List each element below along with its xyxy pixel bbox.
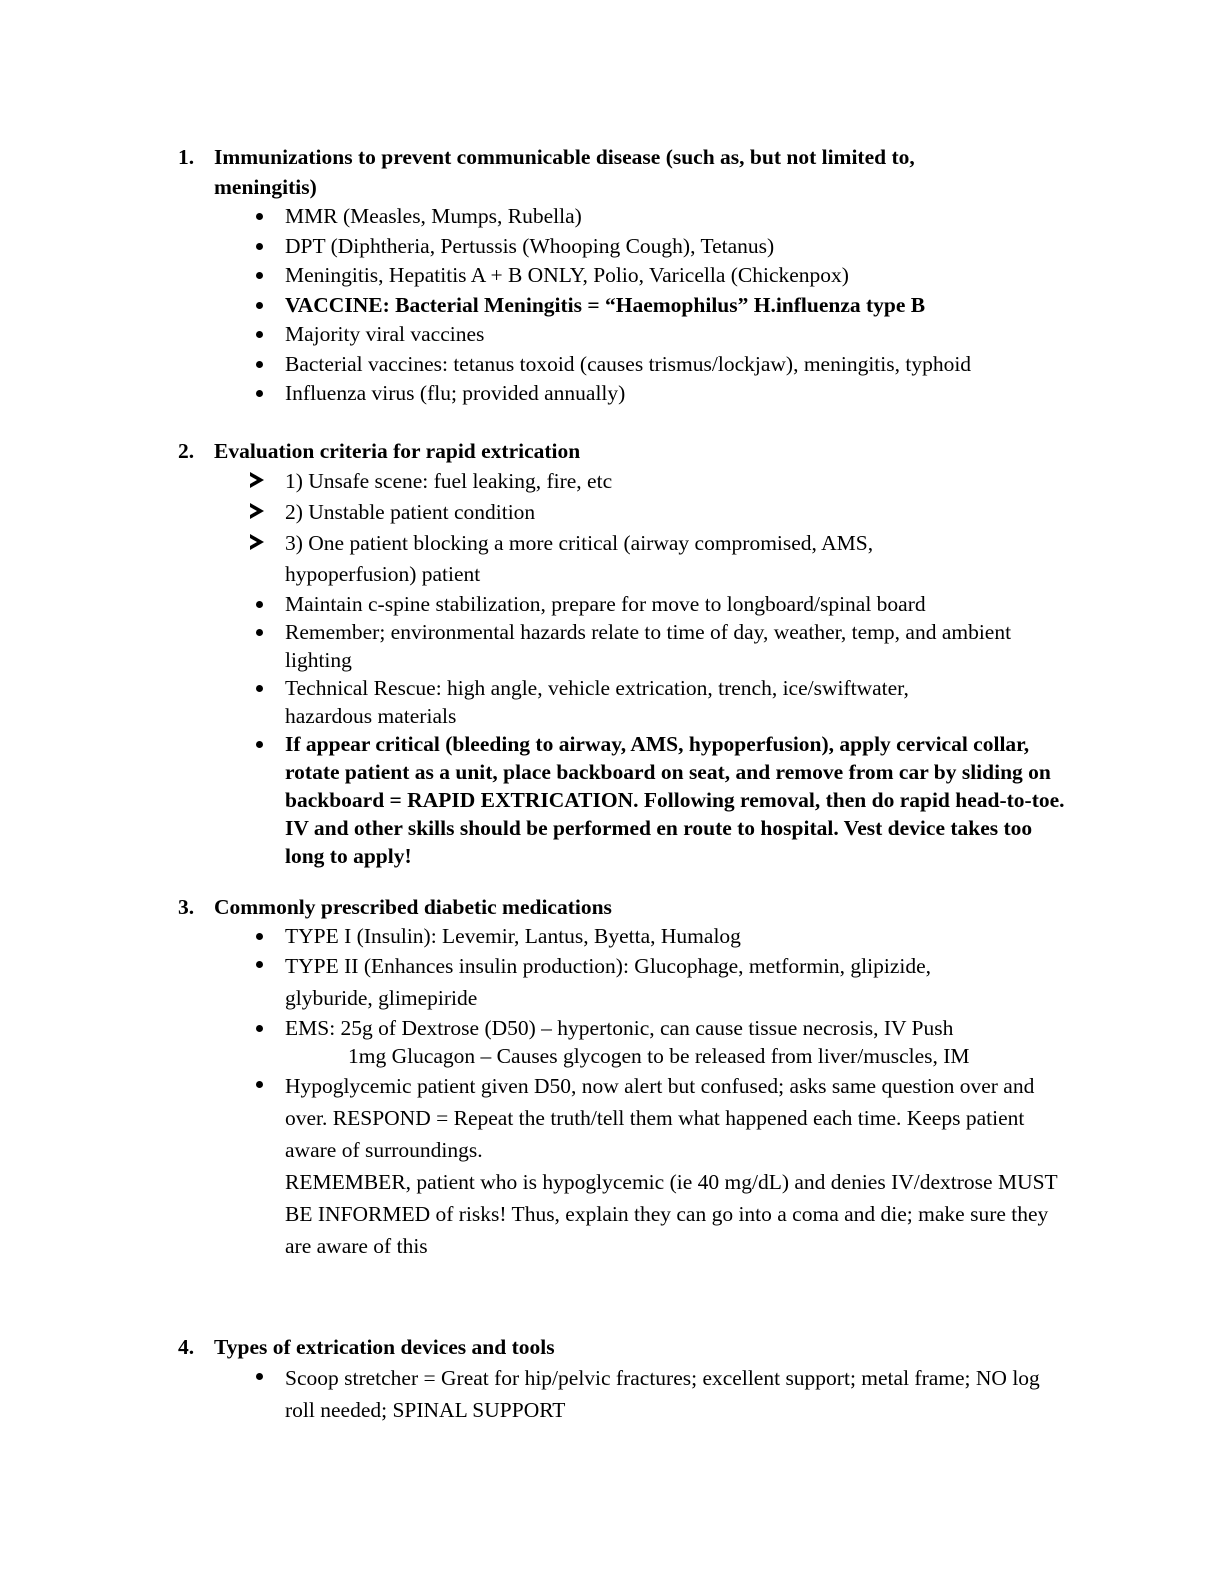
section-number: 2. xyxy=(178,439,195,463)
section-heading xyxy=(0,142,1014,202)
bullet-icon xyxy=(256,961,263,968)
section-heading xyxy=(0,892,1014,922)
bullet-list xyxy=(0,1362,1224,1426)
list-item: TYPE II (Enhances insulin production): Glucophage, metformin, glipizide, glyburide, glimepiride xyxy=(0,950,1015,1014)
arrow-list xyxy=(0,466,1224,590)
list-item: If appear critical (bleeding to airway, AMS, hypoperfusion), apply cervical collar, rotate patient as a unit, place backboard on seat, and remove from car by sliding on backboard = RAPID EXTRICATION. Following removal, then do rapid head-to-toe. IV and other skills should be performed en route to hospital. Vest device takes too long to apply! xyxy=(0,730,1075,870)
arrow-bullet-icon xyxy=(250,503,264,519)
bullet-list xyxy=(0,922,1224,1262)
bullet-icon xyxy=(256,213,263,220)
section-rapid-extrication xyxy=(0,436,1224,870)
hypoglycemic-note: Hypoglycemic patient given D50, now alert but confused; asks same question over and over. RESPOND = Repeat the truth/tell them what happened each time. Keeps patient aware of surroundings. xyxy=(285,1074,1035,1162)
section-immunizations xyxy=(0,142,1224,409)
list-item: 3) One patient blocking a more critical (airway compromised, AMS, hypoperfusion) patient xyxy=(0,528,965,590)
arrow-bullet-icon xyxy=(250,472,264,488)
section-heading xyxy=(0,436,1014,466)
heading-text: Types of extrication devices and tools xyxy=(214,1335,555,1359)
bullet-list xyxy=(0,202,1224,409)
section-number: 3. xyxy=(178,895,195,919)
list-item: TYPE I (Insulin): Levemir, Lantus, Byetta, Humalog xyxy=(0,922,1075,950)
section-diabetic-medications xyxy=(0,892,1224,1262)
heading-line-2: meningitis) xyxy=(214,175,317,199)
bullet-icon xyxy=(256,1373,263,1380)
section-number: 1. xyxy=(178,145,195,169)
list-item: Scoop stretcher = Great for hip/pelvic fractures; excellent support; metal frame; NO log roll needed; SPINAL SUPPORT xyxy=(0,1362,1055,1426)
list-item: Majority viral vaccines xyxy=(0,320,1075,350)
list-item: MMR (Measles, Mumps, Rubella) xyxy=(0,202,1075,232)
remember-note: REMEMBER, patient who is hypoglycemic (ie 40 mg/dL) and denies IV/dextrose MUST BE INFORMED of risks! Thus, explain they can go into a coma and die; make sure they are aware of this xyxy=(285,1170,1058,1258)
bullet-icon xyxy=(256,272,263,279)
heading-text: Commonly prescribed diabetic medications xyxy=(214,895,612,919)
bullet-icon xyxy=(256,601,263,608)
section-extrication-devices xyxy=(0,1332,1224,1426)
list-item: Bacterial vaccines: tetanus toxoid (causes trismus/lockjaw), meningitis, typhoid xyxy=(0,350,1075,380)
bullet-icon xyxy=(256,741,263,748)
arrow-bullet-icon xyxy=(250,534,264,550)
list-item xyxy=(0,1070,1075,1262)
heading-line-1: Immunizations to prevent communicable disease (such as, but not limited to, xyxy=(214,145,915,169)
list-item: DPT (Diphtheria, Pertussis (Whooping Cough), Tetanus) xyxy=(0,232,1075,262)
bullet-icon xyxy=(256,629,263,636)
bullet-icon xyxy=(256,1025,263,1032)
list-item: EMS: 25g of Dextrose (D50) – hypertonic, can cause tissue necrosis, IV Push 1mg Glucagon – Causes glycogen to be released from liver/muscles, IM xyxy=(0,1014,1085,1070)
list-item: 1) Unsafe scene: fuel leaking, fire, etc xyxy=(0,466,1075,497)
bullet-icon xyxy=(256,361,263,368)
heading-text: Evaluation criteria for rapid extrication xyxy=(214,439,581,463)
bullet-icon xyxy=(256,933,263,940)
list-item: Technical Rescue: high angle, vehicle extrication, trench, ice/swiftwater, hazardous materials xyxy=(0,674,985,730)
list-item: 2) Unstable patient condition xyxy=(0,497,1075,528)
list-item: Maintain c-spine stabilization, prepare for move to longboard/spinal board xyxy=(0,590,1075,618)
list-item: Influenza virus (flu; provided annually) xyxy=(0,379,1075,409)
section-number: 4. xyxy=(178,1335,195,1359)
bullet-icon xyxy=(256,685,263,692)
bullet-icon xyxy=(256,1081,263,1088)
list-item: Meningitis, Hepatitis A + B ONLY, Polio, Varicella (Chickenpox) xyxy=(0,261,1075,291)
bullet-icon xyxy=(256,331,263,338)
bullet-list xyxy=(0,590,1224,870)
section-heading xyxy=(0,1332,1014,1362)
bullet-icon xyxy=(256,302,263,309)
list-item: VACCINE: Bacterial Meningitis = “Haemophilus” H.influenza type B xyxy=(0,291,1075,321)
list-item: Remember; environmental hazards relate to time of day, weather, temp, and ambient lighting xyxy=(0,618,1020,674)
bullet-icon xyxy=(256,390,263,397)
bullet-icon xyxy=(256,243,263,250)
